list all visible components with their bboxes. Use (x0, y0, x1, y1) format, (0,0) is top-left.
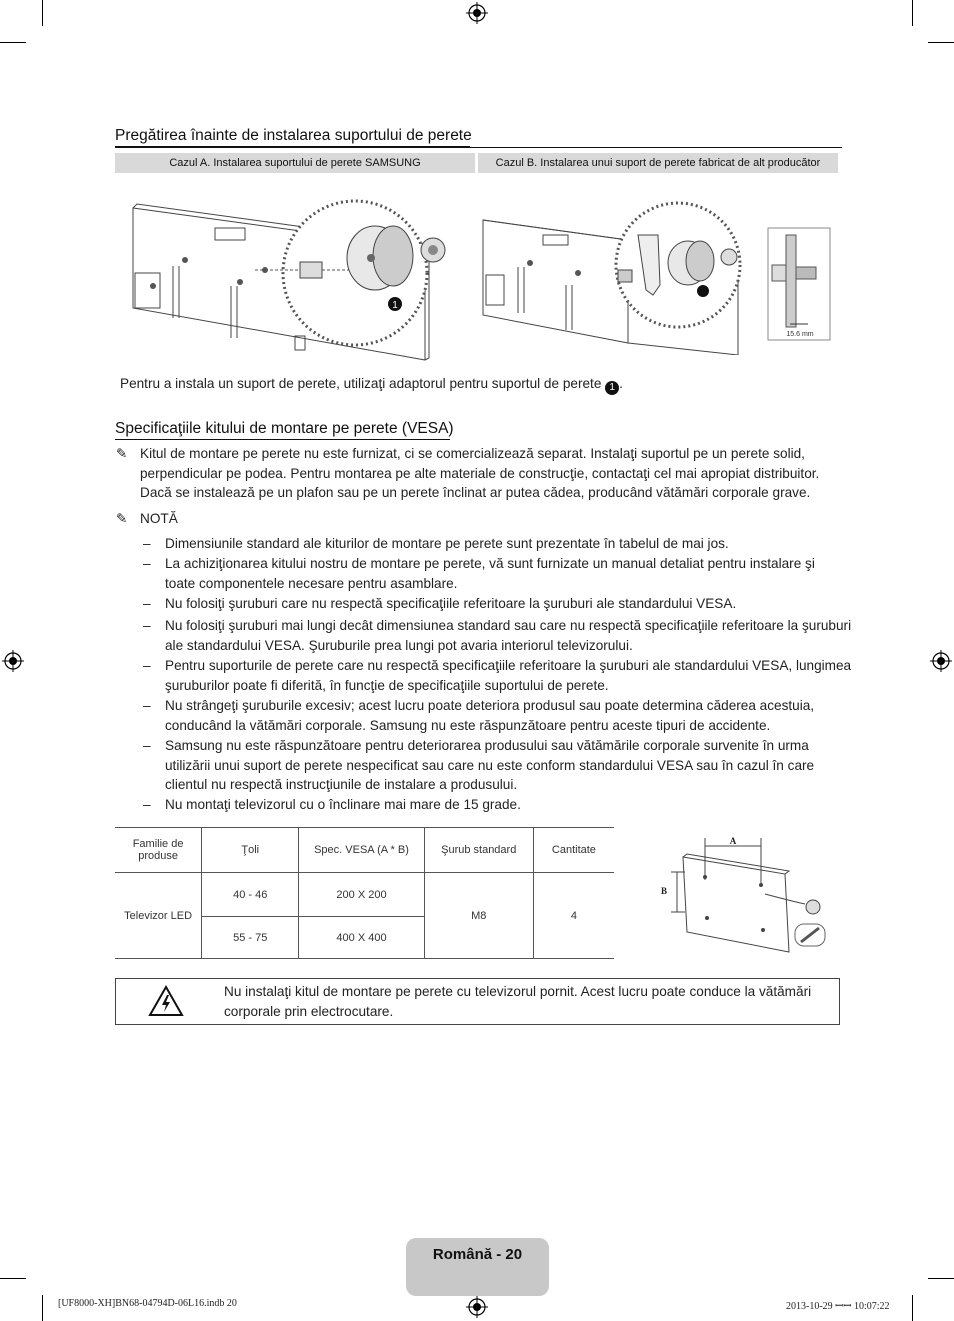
bullet-dash: – (143, 618, 151, 633)
table-cell-vesa: 400 X 400 (299, 917, 424, 959)
list-item: La achiziţionarea kitului nostru de montare pe perete, vă sunt furnizate un manual detaliat pentru instalare şi toate componentele necesare pentru asamblare. (165, 556, 815, 591)
crop-mark (928, 1278, 954, 1279)
bullet-dash: – (143, 738, 151, 753)
bullet-dash: – (143, 797, 151, 812)
note-main: Kitul de montare pe perete nu este furnizat, ci se comercializează separat. Instalaţi suportul pe un perete solid, perpendicular pe podea. Pentru montarea pe alte materiale de construcţie, contactaţi cel mai apropiat distribuitor. Dacă se instalează pe un plafon sau pe un perete înclinat ar putea cădea, producând vătămări corporale grave. (140, 446, 820, 500)
dimension-label: 15.6 mm (786, 331, 814, 338)
callout-number: 1 (392, 300, 398, 311)
crop-mark (42, 1295, 43, 1321)
list-item: Nu strângeţi şuruburile excesiv; acest lucru poate deteriora produsul sau poate determina căderea acestuia, conducând la vătămări corporale. Samsung nu este răspunzătoare pentru aceste tipuri de accidente. (165, 698, 815, 733)
list-item: Dimensiunile standard ale kiturilor de montare pe perete sunt prezentate în tabelul de mai jos. (165, 536, 729, 551)
case-b-illustration (478, 195, 838, 355)
page-number-tab: Română - 20 (406, 1238, 549, 1296)
table-cell-family: Televizor LED (115, 873, 202, 959)
footer-date: 2013-10-29 ꟷꟷ 10:07:22 (786, 1301, 890, 1312)
crop-mark (912, 0, 913, 26)
vesa-spec-table (115, 827, 614, 959)
table-cell-screw: M8 (424, 873, 533, 959)
dimension-a-label: A (729, 836, 737, 846)
crop-mark (0, 42, 26, 43)
bullet-dash: – (143, 658, 151, 673)
crop-mark (912, 1295, 913, 1321)
section-title-vesa: Specificaţiile kitului de montare pe perete (VESA) (115, 420, 454, 437)
nota-icon: ✎ (116, 511, 128, 526)
table-header-row (115, 828, 614, 873)
table-header-cell: Spec. VESA (A * B) (299, 828, 424, 873)
bullet-dash: – (143, 698, 151, 713)
callout-icon: 1 (605, 381, 619, 395)
table-header-cell: Şurub standard (424, 828, 533, 873)
nota-label: NOTĂ (140, 511, 178, 526)
list-item: Nu folosiţi şuruburi mai lungi decât dimensiunea standard sau care nu respectă specificaţiile referitoare la şuruburi ale standardului VESA. Şuruburile prea lungi pot avaria interiorul televizorului. (165, 618, 852, 653)
registration-mark-icon (466, 2, 488, 24)
title-underline (115, 439, 450, 440)
case-a-illustration (125, 178, 470, 368)
note-icon: ✎ (116, 446, 128, 461)
table-header-cell: Cantitate (533, 828, 614, 873)
footer-file-name: [UF8000-XH]BN68-04794D-06L16.indb 20 (58, 1298, 237, 1309)
bullet-dash: – (143, 556, 151, 571)
list-item: Nu folosiţi şuruburi care nu respectă specificaţiile referitoare la şuruburi ale standardului VESA. (165, 596, 737, 611)
bullet-dash: – (143, 596, 151, 611)
crop-mark (42, 0, 43, 26)
table-cell-inches: 55 - 75 (202, 917, 299, 959)
warning-shock-icon (148, 985, 184, 1017)
crop-mark (928, 42, 954, 43)
case-a-header: Cazul A. Instalarea suportului de perete SAMSUNG (115, 153, 475, 173)
crop-mark (0, 1278, 26, 1279)
section-title-preparation: Pregătirea înainte de instalarea suportului de perete (115, 127, 472, 145)
registration-mark-icon (2, 650, 24, 672)
warning-box (115, 978, 840, 1025)
list-item: Pentru suporturile de perete care nu respectă specificaţiile referitoare la şuruburi ale standardului VESA, lungimea şuruburilor poate fi diferită, în funcţie de specificaţiile suportului de perete. (165, 658, 852, 693)
list-item: Samsung nu este răspunzătoare pentru deteriorarea produsului sau vătămările corporale survenite în urma utilizării unui suport de perete nespecificat sau care nu este conform standardului VESA sau în cazul în care clientul nu respectă instrucţiunile de instalare a produsului. (165, 738, 815, 792)
bullet-dash: – (143, 536, 151, 551)
title-underline (115, 146, 470, 147)
table-row (115, 873, 614, 917)
table-cell-vesa: 200 X 200 (299, 873, 424, 917)
case-b-header: Cazul B. Instalarea unui suport de perete fabricat de alt producător (478, 153, 838, 173)
registration-mark-icon (930, 650, 952, 672)
registration-mark-icon (466, 1296, 488, 1318)
table-header-cell: Familie de produse (115, 828, 202, 873)
vesa-dimension-diagram (655, 832, 835, 957)
table-cell-quantity: 4 (533, 873, 614, 959)
adapter-instruction: Pentru a instala un suport de perete, utilizaţi adaptorul pentru suportul de perete 1 . (120, 376, 623, 393)
list-item: Nu montaţi televizorul cu o înclinare mai mare de 15 grade. (165, 797, 521, 812)
table-cell-inches: 40 - 46 (202, 873, 299, 917)
table-header-cell: Ţoli (202, 828, 299, 873)
warning-text: Nu instalaţi kitul de montare pe perete cu televizorul pornit. Acest lucru poate conduce la vătămări corporale prin electrocutare. (224, 984, 812, 1019)
dimension-b-label: B (661, 886, 668, 896)
